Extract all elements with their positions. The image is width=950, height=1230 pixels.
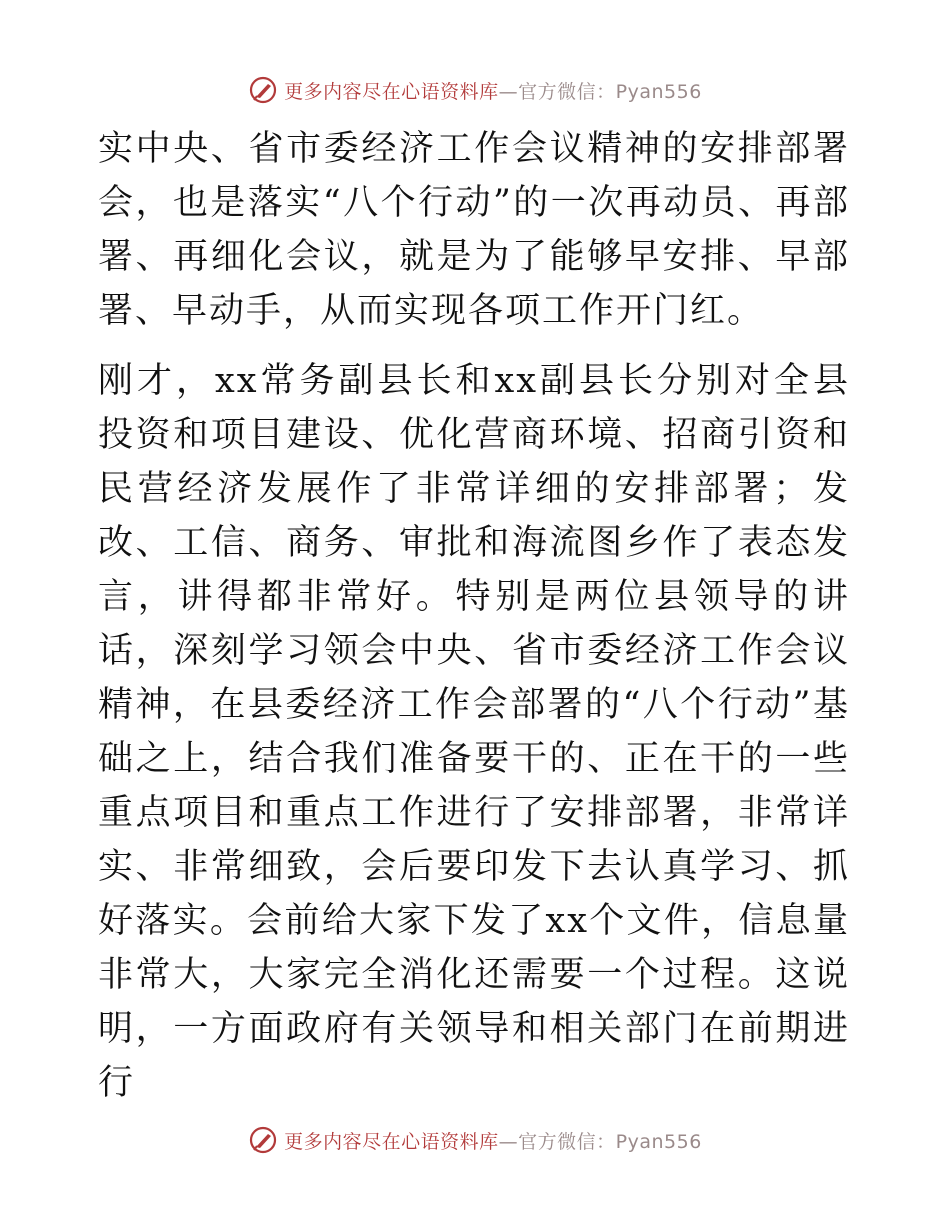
header-banner-red: 更多内容尽在心语资料库 (284, 80, 499, 103)
header-banner-text (284, 77, 702, 104)
footer-banner-text (284, 1127, 702, 1154)
document-body (98, 122, 850, 1110)
header-banner-grey: —官方微信：Pyan556 (498, 80, 702, 103)
quill-logo-icon (248, 75, 278, 105)
paragraph-1: 实中央、省市委经济工作会议精神的安排部署会，也是落实“八个行动”的一次再动员、再部署、再细化会议，就是为了能够早安排、早部署、早动手，从而实现各项工作开门红。 (98, 129, 850, 331)
footer-banner-red: 更多内容尽在心语资料库 (284, 1130, 499, 1153)
footer-banner (0, 1120, 950, 1160)
footer-banner-grey: —官方微信：Pyan556 (498, 1130, 702, 1153)
header-banner (0, 70, 950, 110)
paragraph-2: 刚才，xx常务副县长和xx副县长分别对全县投资和项目建设、优化营商环境、招商引资和民营经济发展作了非常详细的安排部署；发改、工信、商务、审批和海流图乡作了表态发言，讲得都非常好。特别是两位县领导的讲话，深刻学习领会中央、省市委经济工作会议精神，在县委经济工作会部署的“八个行动”基础之上，结合我们准备要干的、正在干的一些重点项目和重点工作进行了安排部署，非常详实、非常细致，会后要印发下去认真学习、抓好落实。会前给大家下发了xx个文件，信息量非常大，大家完全消化还需要一个过程。这说明，一方面政府有关领导和相关部门在前期进行 (98, 361, 850, 1103)
quill-logo-icon (248, 1125, 278, 1155)
